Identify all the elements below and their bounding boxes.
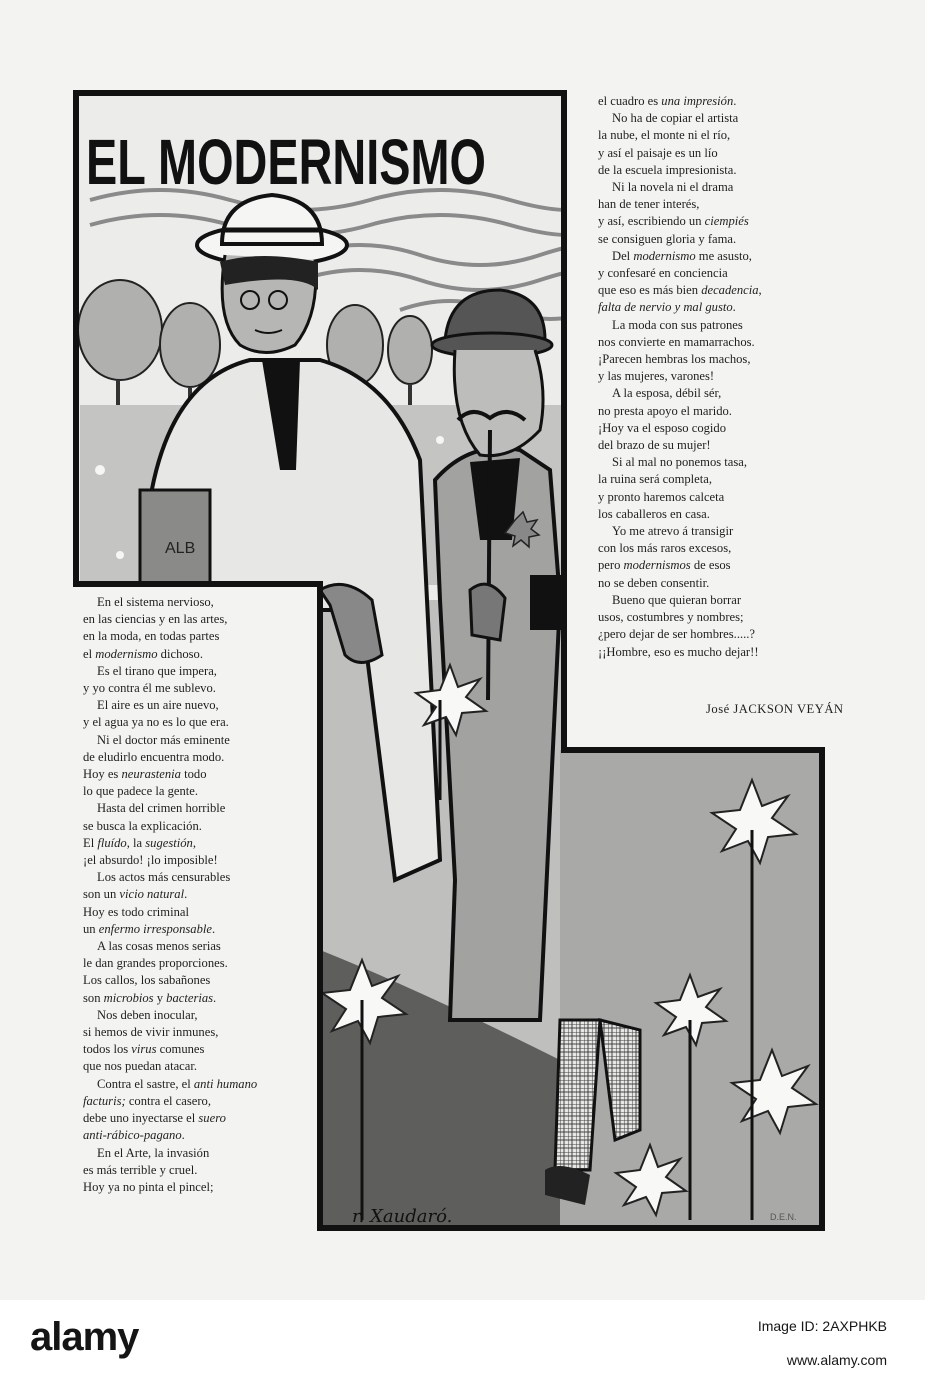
site-url: www.alamy.com <box>786 1352 887 1368</box>
poem-line: que nos puedan atacar. <box>83 1059 197 1074</box>
poem-line: pero modernismos de esos <box>598 558 731 573</box>
poem-line: No ha de copiar el artista <box>612 111 739 126</box>
poem-line: Ni la novela ni el drama <box>612 180 734 195</box>
poem-line: no presta apoyo el marido. <box>598 403 732 418</box>
poem-line: La moda con sus patrones <box>612 317 743 332</box>
poem-line: la nube, el monte ni el río, <box>598 128 731 143</box>
watermark-strip <box>0 1300 925 1390</box>
poem-line: debe uno inyectarse el suero <box>83 1111 226 1126</box>
poem-line: ¡¡Hombre, eso es mucho dejar!! <box>598 644 759 659</box>
poem-line: y las mujeres, varones! <box>598 369 715 384</box>
poem-line: A las cosas menos serias <box>97 939 221 954</box>
poem-line: le dan grandes proporciones. <box>83 956 228 971</box>
poem-line: usos, costumbres y nombres; <box>598 610 744 625</box>
artist-signature: r. Xaudaró. <box>352 1206 453 1227</box>
poem-line: ¡Hoy va el esposo cogido <box>598 420 727 435</box>
poem-line: Los actos más censurables <box>97 870 231 885</box>
poem-line: El aire es un aire nuevo, <box>97 698 219 713</box>
poem-line: en las ciencias y en las artes, <box>83 612 228 627</box>
poem-line: de eludirlo encuentra modo. <box>83 749 225 764</box>
poem-left-column <box>83 594 313 1196</box>
poem-line: Los callos, los sabañones <box>83 973 211 988</box>
poem-line: ¡Parecen hembras los machos, <box>598 352 751 367</box>
poem-line: y el agua ya no es lo que era. <box>83 715 229 730</box>
poem-line: Hoy ya no pinta el pincel; <box>83 1179 214 1194</box>
poem-line: son un vicio natural. <box>83 887 188 902</box>
poem-line: y pronto haremos calceta <box>598 489 725 504</box>
poem-line: el modernismo dichoso. <box>83 646 204 661</box>
poem-line: Bueno que quieran borrar <box>612 592 742 607</box>
poem-line: se consiguen gloria y fama. <box>598 231 737 246</box>
poem-line: los caballeros en casa. <box>598 506 710 521</box>
poem-line: anti-rábico-pagano. <box>83 1128 185 1143</box>
poem-line: en la moda, en todas partes <box>83 629 220 644</box>
poem-line: Del modernismo me asusto, <box>612 248 752 263</box>
poem-line: se busca la explicación. <box>83 818 202 833</box>
poem-line: Ni el doctor más eminente <box>97 732 230 747</box>
poem-line: facturis; contra el casero, <box>83 1093 211 1108</box>
poem-line: con los más raros excesos, <box>598 541 732 556</box>
poem-line: En el Arte, la invasión <box>97 1145 210 1160</box>
poem-line: de la escuela impresionista. <box>598 162 737 177</box>
poem-line: Hoy es neurastenia todo <box>83 767 207 782</box>
poem-line: Contra el sastre, el anti humano <box>97 1076 258 1091</box>
book-label: ALB <box>165 540 196 557</box>
author-signature: José JACKSON VEYÁN <box>706 702 844 716</box>
poem-line: En el sistema nervioso, <box>97 595 214 609</box>
poem-line: el cuadro es una impresión. <box>598 94 737 108</box>
poem-line: y así el paisaje es un lío <box>598 145 718 160</box>
poem-line: falta de nervio y mal gusto. <box>598 300 736 315</box>
poem-line: es más terrible y cruel. <box>83 1162 198 1177</box>
poem-line: no se deben consentir. <box>598 575 710 590</box>
poem-line: El fluído, la sugestión, <box>83 835 197 850</box>
poem-line: son microbios y bacterias. <box>83 990 217 1005</box>
poem-line: Es el tirano que impera, <box>97 663 217 678</box>
poem-line: han de tener interés, <box>598 197 700 212</box>
poem-line: la ruina será completa, <box>598 472 712 487</box>
poem-line: y así, escribiendo un ciempiés <box>598 214 749 229</box>
poem-right-column <box>598 93 828 661</box>
poem-line: ¡el absurdo! ¡lo imposible! <box>83 853 218 868</box>
poem-line: todos los virus comunes <box>83 1042 205 1057</box>
poem-line: A la esposa, débil sér, <box>612 386 722 401</box>
poem-line: que eso es más bien decadencia, <box>598 283 762 298</box>
alamy-logo: alamy <box>30 1315 139 1359</box>
poem-line: Hasta del crimen horrible <box>97 801 226 816</box>
poem-line: y confesaré en conciencia <box>598 266 728 281</box>
poem-line: nos convierte en mamarrachos. <box>598 334 755 349</box>
poem-line: un enfermo irresponsable. <box>83 921 216 936</box>
engraver-mark: D.E.N. <box>770 1212 797 1222</box>
poem-line: Yo me atrevo á transigir <box>612 524 734 539</box>
poem-line: ¿pero dejar de ser hombres.....? <box>598 627 756 642</box>
poem-line: Si al mal no ponemos tasa, <box>612 455 748 470</box>
poem-line: del brazo de su mujer! <box>598 438 711 453</box>
image-id: Image ID: 2AXPHKB <box>757 1318 887 1334</box>
poem-line: y yo contra él me sublevo. <box>83 681 216 696</box>
poem-line: si hemos de vivir inmunes, <box>83 1025 219 1040</box>
poem-line: lo que padece la gente. <box>83 784 199 799</box>
poem-line: Hoy es todo criminal <box>83 904 189 919</box>
illustration-title: EL MODERNISMO <box>86 126 486 198</box>
poem-line: Nos deben inocular, <box>97 1007 198 1022</box>
